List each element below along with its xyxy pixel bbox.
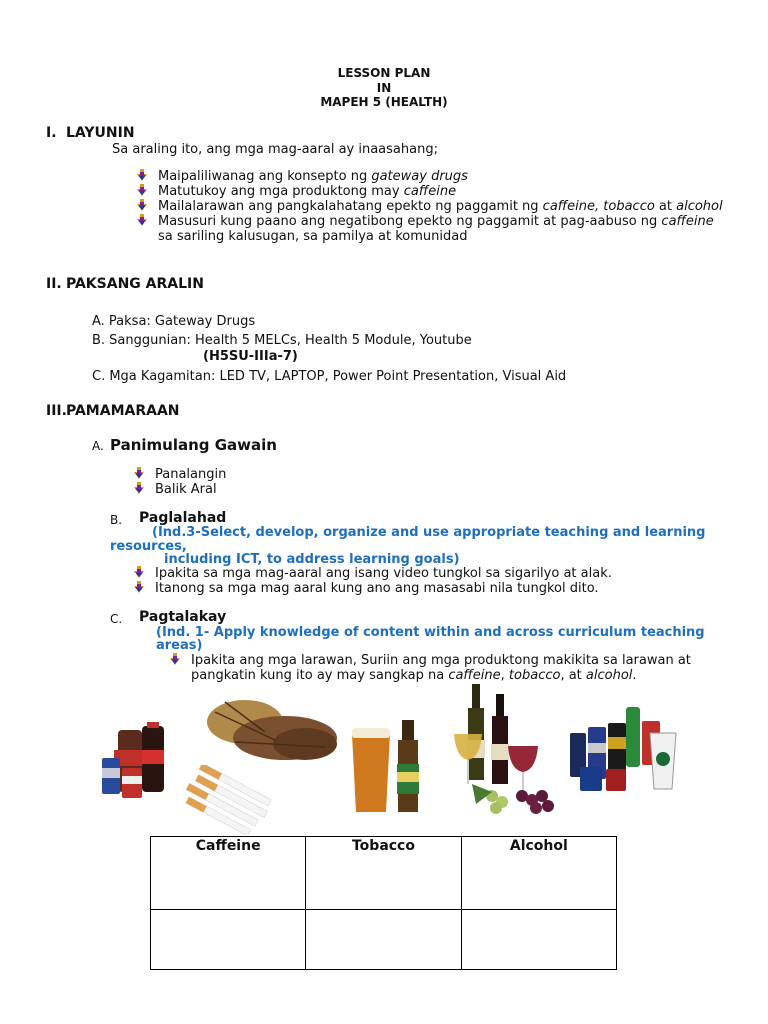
subsection-c-letter: C. [110, 612, 123, 626]
list-item: Balik Aral [133, 482, 226, 497]
table-row [151, 910, 617, 970]
subsection-b-title: Paglalahad [139, 510, 227, 526]
indicator-1-line-1: (Ind. 1- Apply knowledge of content within and across curriculum teaching [156, 625, 705, 640]
indicator-3-line-2: resources, [110, 539, 187, 554]
objectives-list [136, 169, 723, 244]
title-line-3: MAPEH 5 (HEALTH) [320, 95, 448, 109]
competency-code: (H5SU-IIIa-7) [203, 349, 298, 364]
table-header-caffeine: Caffeine [151, 837, 306, 910]
objective-text: Mailalarawan ang pangkalahatang epekto ng paggamit ng caffeine, tobacco at alcohol [158, 199, 723, 214]
title-line-2: IN [376, 81, 392, 95]
list-item: Panalangin [133, 467, 226, 482]
table-header-alcohol: Alcohol [461, 837, 616, 910]
list-item: Itanong sa mga mag aaral kung ano ang masasabi nila tungkol dito. [133, 581, 612, 596]
list-item [136, 184, 723, 199]
arrow-bullet-icon [133, 467, 145, 479]
subsection-a-title: Panimulang Gawain [110, 436, 277, 454]
subsection-a-letter: A. [92, 439, 104, 453]
panimula-list [133, 467, 226, 497]
table-cell [306, 910, 461, 970]
energy-drinks-coffee-image [566, 703, 682, 799]
indicator-3-line-3: including ICT, to address learning goals) [164, 552, 460, 567]
title-line-1: LESSON PLAN [337, 66, 431, 80]
table-header-row [151, 837, 617, 910]
section-1-title: LAYUNIN [66, 125, 135, 141]
indicator-1-line-2: areas) [156, 638, 203, 653]
section-3-number: III. [46, 403, 67, 419]
table-cell [461, 910, 616, 970]
objective-text: Matutukoy ang mga produktong may caffeine [158, 184, 457, 199]
sanggunian-line: B. Sanggunian: Health 5 MELCs, Health 5 Module, Youtube [92, 333, 472, 348]
pagtalakay-list [169, 653, 691, 683]
beer-image [348, 720, 436, 816]
kagamitan-line: C. Mga Kagamitan: LED TV, LAPTOP, Power Point Presentation, Visual Aid [92, 369, 567, 384]
arrow-bullet-icon [136, 214, 148, 226]
arrow-bullet-icon [136, 199, 148, 211]
arrow-bullet-icon [136, 169, 148, 181]
arrow-bullet-icon [169, 653, 181, 665]
subsection-c-title: Pagtalakay [139, 609, 227, 625]
objective-text: Maipaliliwanag ang konsepto ng gateway drugs [158, 169, 468, 184]
table-header-tobacco: Tobacco [306, 837, 461, 910]
section-3-title: PAMAMARAAN [66, 403, 180, 419]
arrow-bullet-icon [133, 482, 145, 494]
classification-table [150, 836, 617, 970]
table-cell [151, 910, 306, 970]
arrow-bullet-icon [136, 184, 148, 196]
soda-energy-drinks-image [100, 722, 175, 800]
list-item: Ipakita ang mga larawan, Suriin ang mga produktong makikita sa larawan at pangkatin kung ito ay may sangkap na caffeine, tobacco, at alcohol. [169, 653, 691, 683]
arrow-bullet-icon [133, 581, 145, 593]
list-item [136, 169, 723, 184]
wine-grapes-image [452, 684, 564, 816]
cigarettes-image [180, 765, 275, 835]
list-item [136, 199, 723, 214]
list-item [136, 214, 723, 244]
section-1-number: I. [46, 125, 57, 141]
section-1-intro: Sa araling ito, ang mga mag-aaral ay inaasahang; [112, 142, 438, 157]
arrow-bullet-icon [133, 566, 145, 578]
objective-text: Masusuri kung paano ang negatibong epekto ng paggamit at pag-aabuso ng caffeine sa sariling kalusugan, sa pamilya at komunidad [158, 214, 714, 244]
paglalahad-list [133, 566, 612, 596]
section-2-title: PAKSANG ARALIN [66, 276, 204, 292]
indicator-3-line-1: (Ind.3-Select, develop, organize and use appropriate teaching and learning [152, 525, 706, 540]
section-2-number: II. [46, 276, 62, 292]
paksa-line: A. Paksa: Gateway Drugs [92, 314, 256, 329]
list-item: Ipakita sa mga mag-aaral ang isang video tungkol sa sigarilyo at alak. [133, 566, 612, 581]
subsection-b-letter: B. [110, 513, 123, 527]
tobacco-leaves-image [205, 692, 340, 767]
